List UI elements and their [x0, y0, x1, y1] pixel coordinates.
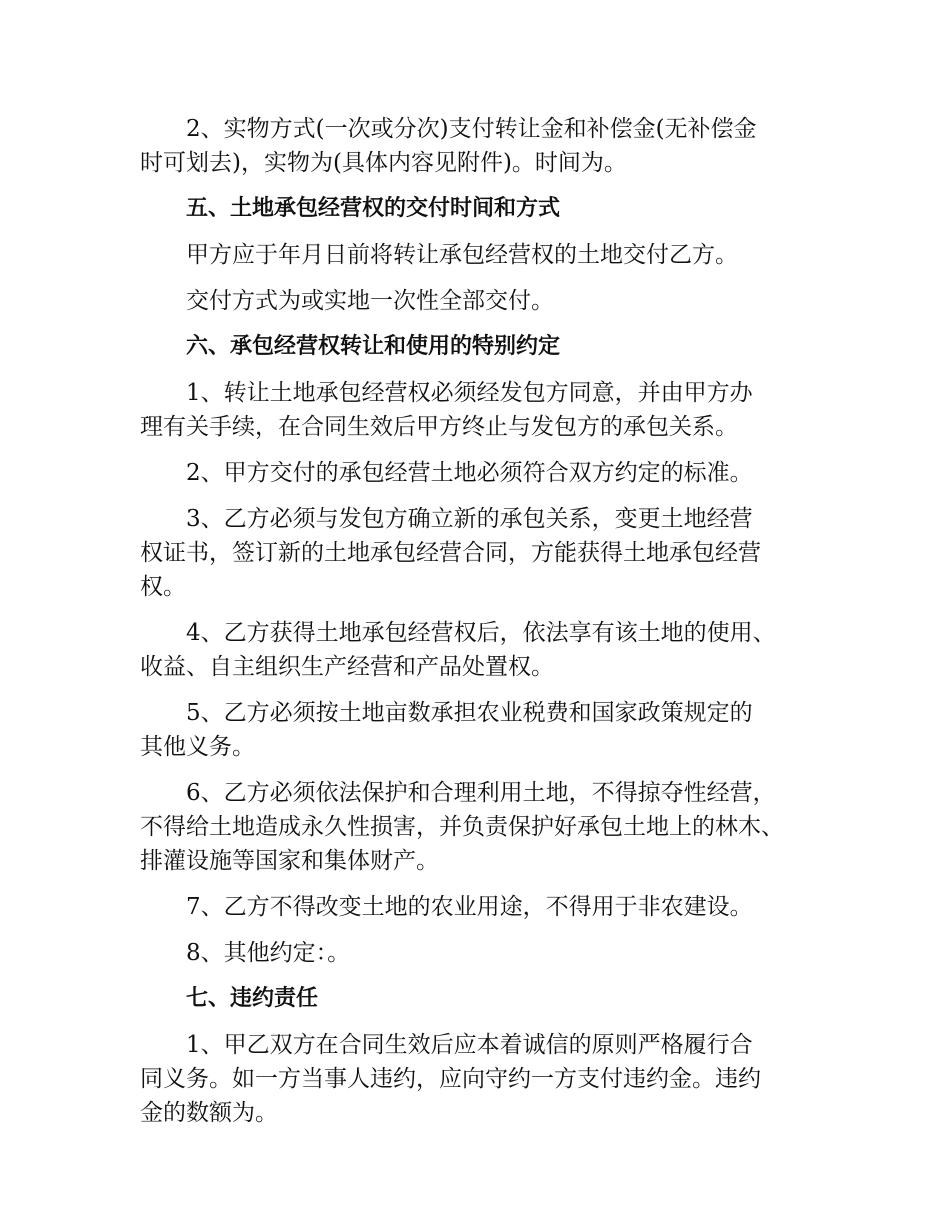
paragraph-clause-6-6	[140, 776, 820, 878]
text-line: 1、甲乙双方在合同生效后应本着诚信的原则严格履行合	[186, 1032, 753, 1058]
paragraph-clause-6-7	[140, 890, 820, 924]
paragraph-clause-6-8	[140, 936, 820, 970]
text-line: 同义务。如一方当事人违约，应向守约一方支付违约金。违约	[140, 1066, 761, 1092]
text-line: 时可划去)，实物为(具体内容见附件)。时间为。	[140, 150, 627, 176]
document-body	[140, 112, 820, 1142]
text-line: 权。	[140, 574, 186, 600]
paragraph-clause-6-4	[140, 616, 820, 684]
text-line: 3、乙方必须与发包方确立新的承包关系，变更土地经营	[186, 506, 753, 532]
text-line: 1、转让土地承包经营权必须经发包方同意，并由甲方办	[186, 380, 753, 406]
text-line: 甲方应于年月日前将转让承包经营权的土地交付乙方。	[186, 242, 738, 268]
paragraph-clause-7-1	[140, 1028, 820, 1130]
paragraph-clause-6-1	[140, 376, 820, 444]
section-heading-5	[140, 192, 820, 226]
heading-text: 七、违约责任	[186, 986, 319, 1011]
section-heading-7	[140, 982, 820, 1016]
heading-text: 五、土地承包经营权的交付时间和方式	[186, 196, 561, 221]
text-line: 4、乙方获得土地承包经营权后，依法享有该土地的使用、	[186, 620, 776, 646]
text-line: 理有关手续，在合同生效后甲方终止与发包方的承包关系。	[140, 414, 738, 440]
text-line: 权证书，签订新的土地承包经营合同，方能获得土地承包经营	[140, 540, 761, 566]
paragraph-delivery-method	[140, 284, 820, 318]
paragraph-payment-in-kind	[140, 112, 820, 180]
text-line: 7、乙方不得改变土地的农业用途，不得用于非农建设。	[186, 894, 753, 920]
text-line: 交付方式为或实地一次性全部交付。	[186, 288, 554, 314]
text-line: 2、甲方交付的承包经营土地必须符合双方约定的标准。	[186, 460, 753, 486]
paragraph-clause-6-5	[140, 696, 820, 764]
text-line: 2、实物方式(一次或分次)支付转让金和补偿金(无补偿金	[186, 116, 757, 142]
paragraph-delivery-date	[140, 238, 820, 272]
paragraph-clause-6-3	[140, 502, 820, 604]
text-line: 金的数额为。	[140, 1100, 278, 1126]
text-line: 6、乙方必须依法保护和合理利用土地，不得掠夺性经营，	[186, 780, 776, 806]
text-line: 收益、自主组织生产经营和产品处置权。	[140, 654, 554, 680]
text-line: 其他义务。	[140, 734, 255, 760]
section-heading-6	[140, 330, 820, 364]
text-line: 5、乙方必须按土地亩数承担农业税费和国家政策规定的	[186, 700, 753, 726]
text-line: 不得给土地造成永久性损害，并负责保护好承包土地上的林木、	[140, 814, 784, 840]
heading-text: 六、承包经营权转让和使用的特别约定	[186, 334, 561, 359]
text-line: 排灌设施等国家和集体财产。	[140, 848, 439, 874]
paragraph-clause-6-2	[140, 456, 820, 490]
text-line: 8、其他约定：。	[186, 940, 351, 966]
